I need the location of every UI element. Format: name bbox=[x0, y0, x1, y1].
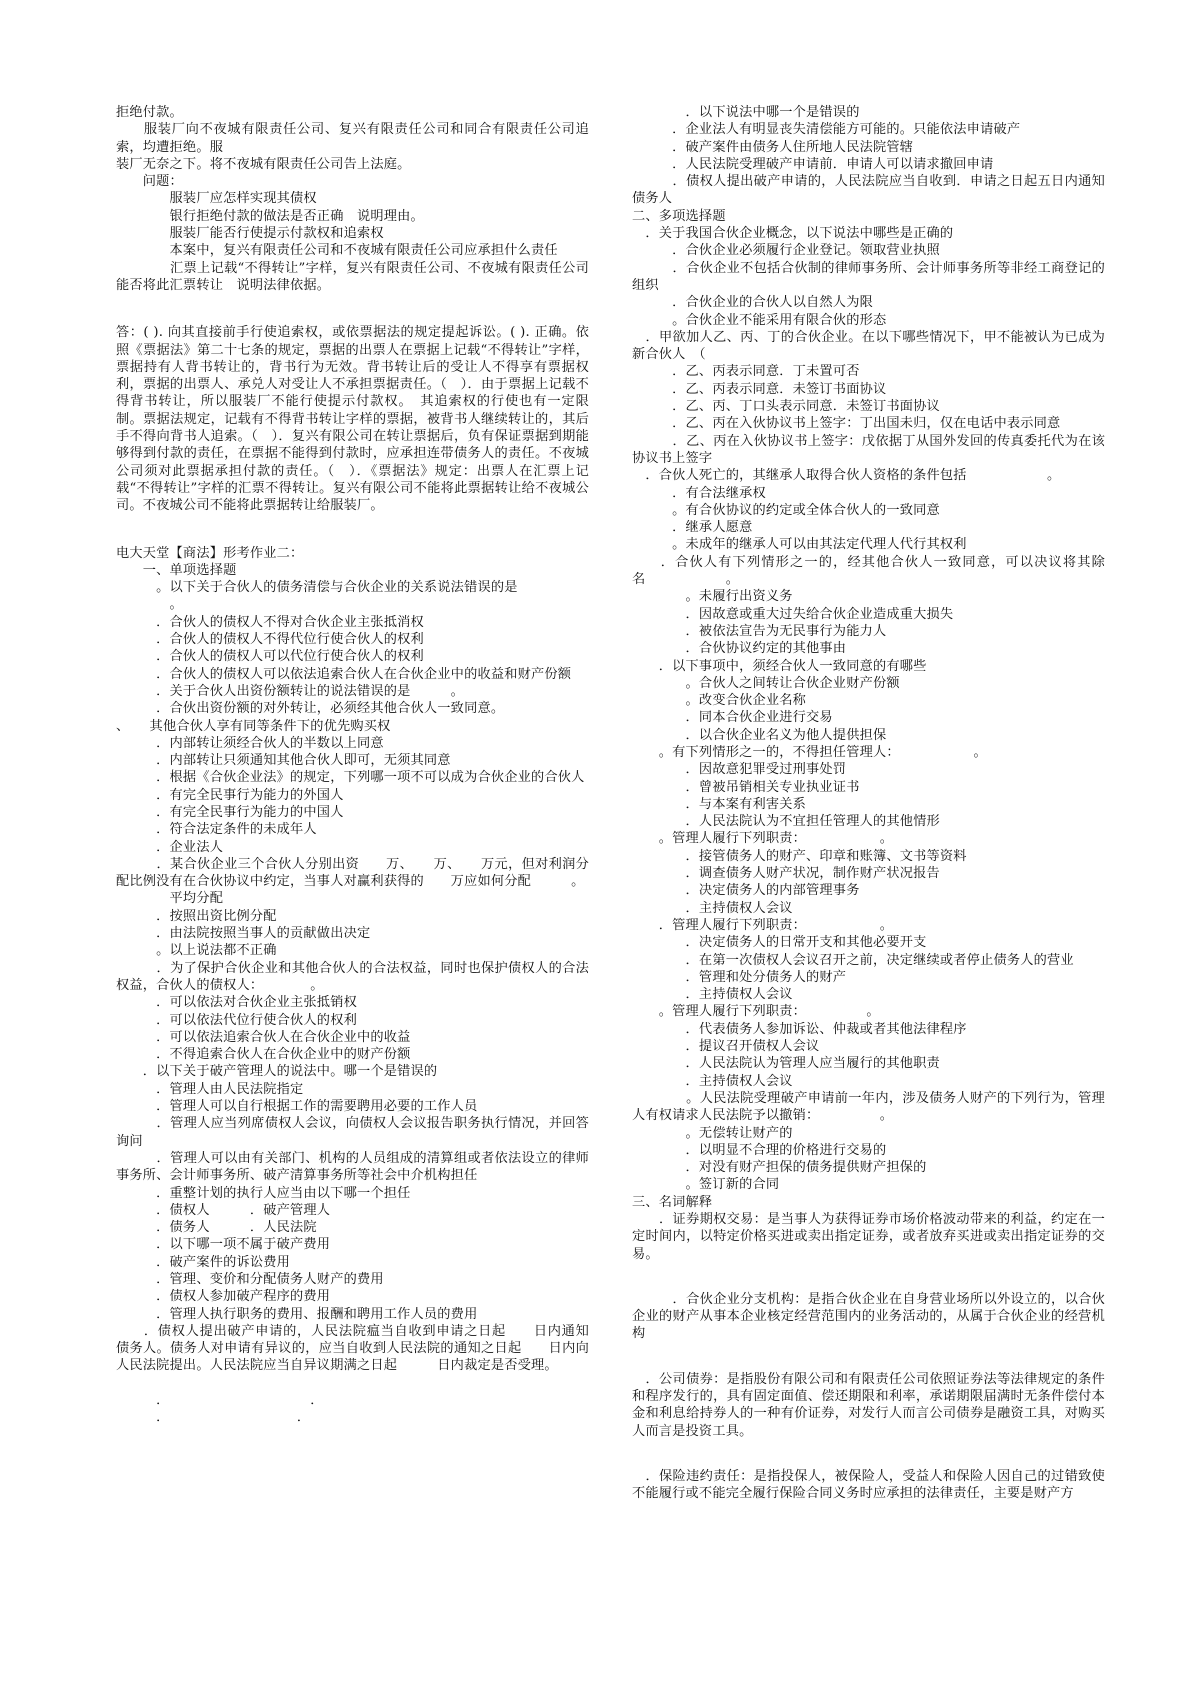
list-item: ．可以依法追索合伙人在合伙企业中的收益 bbox=[116, 1029, 411, 1045]
list-item: ．管理人可以由有关部门、机构的人员组成的清算组或者依法设立的律师事务所、会计师事务所、破产清算事务所等社会中介机构担任 bbox=[116, 1150, 589, 1184]
list-item: ．根据《合伙企业法》的规定，下列哪一项不可以成为合伙企业的合伙人 bbox=[116, 770, 585, 786]
list-item: ．以明显不合理的价格进行交易的 bbox=[632, 1142, 887, 1158]
dot-line: ． ． bbox=[116, 1410, 311, 1426]
list-item: 。无偿转让财产的 bbox=[632, 1125, 793, 1141]
list-item: ．决定债务人的日常开支和其他必要开支 bbox=[632, 935, 927, 951]
list-item: ．乙、丙表示同意．未签订书面协议 bbox=[632, 381, 887, 397]
list-item: ．人民法院认为管理人应当履行的其他职责 bbox=[632, 1056, 940, 1072]
list-item: ．某合伙企业三个合伙人分别出资 万、 万、 万元，但对利润分配比例没有在合伙协议中约定，当事人对赢利获得的 万应如何分配 。 bbox=[116, 856, 589, 890]
list-item: ．由法院按照当事人的贡献做出决定 bbox=[116, 926, 371, 942]
list-item: 。人民法院受理破产申请前一年内，涉及债务人财产的下列行为，管理人有权请求人民法院予以撤销： 。 bbox=[632, 1090, 1105, 1124]
list-item: 。管理人履行下列职责： 。 bbox=[632, 1004, 880, 1020]
section-heading: 三、名词解释 bbox=[632, 1194, 713, 1210]
list-item: ．调查债务人财产状况，制作财产状况报告 bbox=[632, 866, 940, 882]
list-item: ．管理、变价和分配债务人财产的费用 bbox=[116, 1272, 384, 1287]
list-item: ．破产案件由债务人住所地人民法院管辖 bbox=[632, 139, 914, 155]
list-item: ．债务人 ．人民法院 bbox=[116, 1220, 317, 1236]
list-item: 。以上说法都不正确 bbox=[116, 943, 277, 959]
list-item: ．代表债务人参加诉讼、仲裁或者其他法律程序 bbox=[632, 1021, 967, 1037]
list-item: ．人民法院受理破产申请前．申请人可以请求撤回申请 bbox=[632, 156, 994, 172]
case-study bbox=[116, 104, 589, 294]
list-item: ．决定债务人的内部管理事务 bbox=[632, 883, 860, 899]
list-item: ．关于合伙人出资份额转让的说法错误的是 。 bbox=[116, 683, 465, 699]
list-item: ．管理人执行职务的费用、报酬和聘用工作人员的费用 bbox=[116, 1306, 478, 1322]
list-item: ．不得追索合伙人在合伙企业中的财产份额 bbox=[116, 1047, 411, 1063]
paragraph: 装厂无奈之下。将不夜城有限责任公司告上法庭。 bbox=[116, 156, 411, 172]
list-item: ．符合法定条件的未成年人 bbox=[116, 822, 317, 838]
left-column bbox=[116, 104, 603, 1426]
list-item: 。以下关于合伙人的债务清偿与合伙企业的关系说法错误的是 bbox=[116, 580, 518, 596]
question-item: 汇票上记载“不得转让”字样，复兴有限责任公司、不夜城有限责任公司能否将此汇票转让 说明法律依据。 bbox=[116, 260, 589, 293]
paragraph: 问题： bbox=[116, 174, 183, 190]
list-item: ．被依法宣告为无民事行为能力人 bbox=[632, 623, 887, 639]
list-item: ．管理人履行下列职责： 。 bbox=[632, 917, 894, 933]
list-item: ．对没有财产担保的债务提供财产担保的 bbox=[632, 1160, 927, 1176]
list-item: ．以下说法中哪一个是错误的 bbox=[632, 105, 860, 120]
list-item: ．管理人由人民法院指定 bbox=[116, 1081, 304, 1097]
list-item: ．债权人提出破产申请的，人民法院应当自收到．申请之日起五日内通知债务人 bbox=[632, 174, 1105, 207]
list-item: ．乙、丙表示同意．丁未置可否 bbox=[632, 364, 860, 380]
list-item: ．合伙出资份额的对外转让，必须经其他合伙人一致同意。 bbox=[116, 701, 505, 717]
list-item: ．乙、丙、丁口头表示同意．未签订书面协议 bbox=[632, 399, 940, 415]
list-item: ．合伙协议约定的其他事由 bbox=[632, 641, 847, 657]
list-item: 。合伙企业不能采用有限合伙的形态 bbox=[632, 312, 887, 328]
multiple-choice-section bbox=[632, 104, 1105, 1263]
list-item: ．债权人提出破产申请的，人民法院瘟当自收到申请之日起 日内通知 债务人。债务人对申请有异议的，应当自收到人民法院的通知之日起 日内向人民法院提出。人民法院应当自异议期满之日起 日内裁定是否受理。 bbox=[116, 1323, 603, 1374]
homework-section bbox=[116, 545, 603, 1375]
list-item: ．在第一次债权人会议召开之前，决定继续或者停止债务人的营业 bbox=[632, 952, 1074, 968]
list-item: ．债权人参加破产程序的费用 bbox=[116, 1289, 331, 1305]
list-item: 。未履行出资义务 bbox=[632, 589, 793, 605]
term-definition: ．保险违约责任：是指投保人，被保险人，受益人和保险人因自己的过错致使不能履行或不能完全履行保险合同义务时应承担的法律责任，主要是财产方 bbox=[632, 1468, 1105, 1502]
list-item: ．同本合伙企业进行交易 bbox=[632, 710, 833, 726]
list-item: ．有完全民事行为能力的外国人 bbox=[116, 787, 344, 803]
list-item: 。 bbox=[116, 597, 183, 613]
list-item: ．与本案有利害关系 bbox=[632, 796, 807, 812]
list-item: 。有合伙协议的约定或全体合伙人的一致同意 bbox=[632, 502, 940, 518]
list-item: ．乙、丙在入伙协议书上签字：戊依据丁从国外发回的传真委托代为在该协议书上签字 bbox=[632, 433, 1105, 466]
list-item: ．企业法人有明显丧失清偿能方可能的。只能依法申请破产 bbox=[632, 122, 1021, 138]
list-item: ．合伙人的债权人可以依法追索合伙人在合伙企业中的收益和财产份额 bbox=[116, 666, 572, 682]
list-item: 。管理人履行下列职责： 。 bbox=[632, 831, 894, 847]
list-item: ．为了保护合伙企业和其他合伙人的合法权益，同时也保护债权人的合法权益，合伙人的债权人： 。 bbox=[116, 960, 589, 993]
list-item: ．合伙人死亡的，其继承人取得合伙人资格的条件包括 。 bbox=[632, 468, 1061, 484]
list-item: ．管理人可以自行根据工作的需要聘用必要的工作人员 bbox=[116, 1099, 478, 1115]
list-item: ．管理和处分债务人的财产 bbox=[632, 969, 847, 985]
paragraph: 拒绝付款。 bbox=[116, 105, 183, 120]
list-item: ．重整计划的执行人应当由以下哪一个担任 bbox=[116, 1185, 411, 1201]
list-item: ．因故意或重大过失给合伙企业造成重大损失 bbox=[632, 606, 954, 622]
list-item: ．合伙企业不包括合伙制的律师事务所、会计师事务所等非经工商登记的组织 bbox=[632, 260, 1105, 293]
list-item: ．合伙人的债权人可以代位行使合伙人的权利 bbox=[116, 649, 424, 665]
list-item: ．甲欲加人乙、丙、丁的合伙企业。在以下哪些情况下，甲不能被认为已成为新合伙人 （ bbox=[632, 329, 1105, 363]
list-item: ．合伙企业的合伙人以自然人为限 bbox=[632, 295, 873, 311]
list-item: ．合伙人有下列情形之一的，经其他合伙人一致同意，可以决议将其除名 。 bbox=[632, 554, 1105, 588]
list-item: ．因故意犯罪受过刑事处罚 bbox=[632, 762, 847, 778]
list-item: ．可以依法对合伙企业主张抵销权 bbox=[116, 995, 357, 1011]
list-item: 。改变合伙企业名称 bbox=[632, 693, 807, 709]
list-item: ．以合伙企业名义为他人提供担保 bbox=[632, 727, 887, 743]
list-item: ．主持债权人会议 bbox=[632, 987, 793, 1003]
list-item: ．主持债权人会议 bbox=[632, 1073, 793, 1089]
list-item: ．有合法继承权 bbox=[632, 485, 766, 501]
question-item: 服装厂应怎样实现其债权 bbox=[116, 191, 317, 207]
list-item: ．内部转让只须通知其他合伙人即可，无须其同意 bbox=[116, 753, 451, 769]
list-item: ．按照出资比例分配 bbox=[116, 908, 277, 924]
homework-title: 电大天堂【商法】形考作业二： bbox=[116, 545, 304, 561]
answer-paragraph: 答：( ). 向其直接前手行使追索权，或依票据法的规定提起诉讼。( ). 正确。依照《票据法》第二十七条的规定，票据的出票人在票据上记载“不得转让”字样，票据持有人背书转让的，背书行为无效。背书转让后的受让人不得享有票据权利，票据的出票人、承兑人对受让人不承担票据责任。（ ）．由于票据上记载不得背书转让，所以服装厂不能行使提示付款权。 其追索权的行使也有一定限制。票据法规定，记载有不得背书转让字样的票据，被背书人继续转让的，其后手不得向背书人追索。（ ）．复兴有限公司在转让票据后，负有保证票据到期能够得到付款的责任，在票据不能得到付款时，应承担连带债务人的责任。不夜城公司须对此票据承担付款的责任。（ ）．《票据法》规定：出票人在汇票上记载“不得转让”字样的汇票不得转让。复兴有限公司不能将此票据转让给不夜城公司。不夜城公司不能将此票据转让给服装厂。 bbox=[116, 325, 589, 514]
list-item: ．可以依法代位行使合伙人的权利 bbox=[116, 1012, 357, 1028]
question-item: 本案中，复兴有限责任公司和不夜城有限责任公司应承担什么责任 bbox=[116, 243, 558, 259]
list-item: 。签订新的合同 bbox=[632, 1177, 780, 1193]
list-item: 平均分配 bbox=[116, 891, 224, 907]
list-item: ．合伙企业必须履行企业登记。领取营业执照 bbox=[632, 243, 940, 259]
paragraph: 服装厂向不夜城有限责任公司、复兴有限责任公司和同合有限责任公司追索，均遭拒绝。服 bbox=[116, 122, 589, 155]
section-heading: 二、多项选择题 bbox=[632, 208, 726, 224]
right-column bbox=[632, 104, 1105, 1503]
list-item: ．以下事项中，须经合伙人一致同意的有哪些 bbox=[632, 658, 927, 674]
list-item: ．人民法院认为不宜担任管理人的其他情形 bbox=[632, 814, 940, 830]
section-heading: 一、单项选择题 bbox=[116, 562, 237, 578]
list-item: ．企业法人 bbox=[116, 839, 224, 855]
list-item: 、 其他合伙人享有同等条件下的优先购买权 bbox=[116, 718, 391, 734]
list-item: ．破产案件的诉讼费用 bbox=[116, 1254, 291, 1270]
list-item: 。未成年的继承人可以由其法定代理人代行其权利 bbox=[632, 537, 967, 553]
question-item: 服装厂能否行使提示付款权和追索权 bbox=[116, 226, 384, 242]
list-item: ．有完全民事行为能力的中国人 bbox=[116, 804, 344, 820]
list-item: ．接管债务人的财产、印章和账簿、文书等资料 bbox=[632, 848, 967, 864]
term-definition: ．公司债券：是指股份有限公司和有限责任公司依照证券法等法律规定的条件和程序发行的，具有固定面值、偿还期限和利率，承诺期限届满时无条件偿付本金和利息给持券人的一种有价证券，对发行人而言公司债券是融资工具，对购买人而言是投资工具。 bbox=[632, 1371, 1105, 1439]
list-item: ．乙、丙在入伙协议书上签字：丁出国未归，仅在电话中表示同意 bbox=[632, 416, 1061, 432]
list-item: ．合伙人的债权人不得代位行使合伙人的权利 bbox=[116, 632, 424, 648]
dot-line: ． ． bbox=[116, 1392, 324, 1408]
question-item: 银行拒绝付款的做法是否正确 说明理由。 bbox=[116, 208, 424, 224]
list-item: ．关于我国合伙企业概念，以下说法中哪些是正确的 bbox=[632, 226, 954, 242]
list-item: ．主持债权人会议 bbox=[632, 900, 793, 916]
list-item: ．以下关于破产管理人的说法中。哪一个是错误的 bbox=[116, 1064, 438, 1080]
list-item: ．内部转让须经合伙人的半数以上同意 bbox=[116, 735, 384, 751]
list-item: ．提议召开债权人会议 bbox=[632, 1039, 820, 1055]
list-item: ．债权人 ．破产管理人 bbox=[116, 1202, 331, 1218]
term-definition: ．合伙企业分支机构：是指合伙企业在自身营业场所以外设立的，以合伙企业的财产从事本企业核定经营范围内的业务活动的，从属于合伙企业的经营机构 bbox=[632, 1291, 1105, 1342]
list-item: ．管理人应当列席债权人会议，向债权人会议报告职务执行情况，并回答询问 bbox=[116, 1116, 589, 1149]
list-item: ．曾被吊销相关专业执业证书 bbox=[632, 779, 860, 795]
list-item: 。合伙人之间转让合伙企业财产份额 bbox=[632, 675, 900, 691]
list-item: ．继承人愿意 bbox=[632, 520, 753, 536]
term-definition: ．证券期权交易：是当事人为获得证券市场价格波动带来的利益，约定在一定时间内，以特定价格买进或卖出指定证券，或者放弃买进或卖出指定证券的交易。 bbox=[632, 1212, 1105, 1262]
list-item: ．以下哪一项不属于破产费用 bbox=[116, 1237, 331, 1253]
list-item: 。有下列情形之一的，不得担任管理人： 。 bbox=[632, 744, 987, 760]
list-item: ．合伙人的债权人不得对合伙企业主张抵消权 bbox=[116, 614, 424, 630]
